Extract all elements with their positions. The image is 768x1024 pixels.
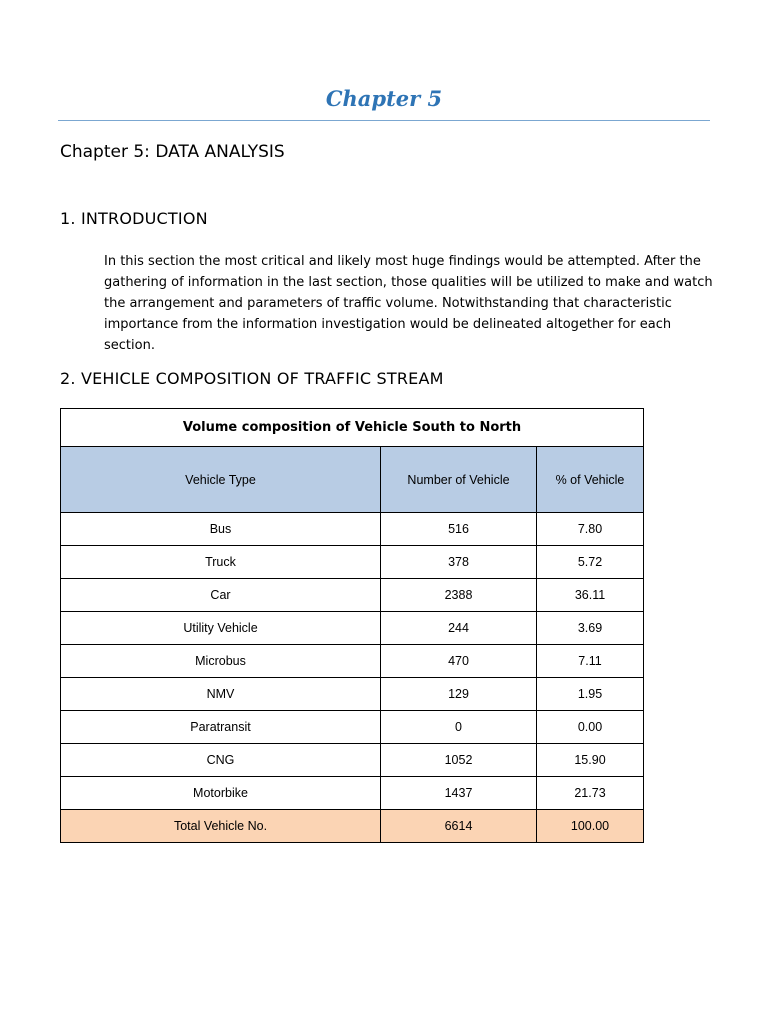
vehicle-count-cell: 244 bbox=[381, 612, 537, 645]
table-header-row bbox=[61, 447, 644, 513]
vehicle-count-cell: 129 bbox=[381, 678, 537, 711]
column-header-percent-of-vehicle: % of Vehicle bbox=[537, 447, 644, 513]
vehicle-percent-cell: 36.11 bbox=[537, 579, 644, 612]
vehicle-type-cell: Motorbike bbox=[61, 777, 381, 810]
vehicle-percent-cell: 3.69 bbox=[537, 612, 644, 645]
vehicle-type-cell: Microbus bbox=[61, 645, 381, 678]
introduction-paragraph: In this section the most critical and likely most huge findings would be attempted. After the gathering of information in the last section, those qualities will be utilized to make and watch the arrangement and parameters of traffic volume. Notwithstanding that characteristic importance from the information investigation would be delineated altogether for each section. bbox=[104, 254, 713, 353]
vehicle-percent-cell: 7.11 bbox=[537, 645, 644, 678]
table-row bbox=[61, 513, 644, 546]
vehicle-percent-cell: 5.72 bbox=[537, 546, 644, 579]
table-caption: Volume composition of Vehicle South to North bbox=[61, 409, 644, 447]
banner-divider bbox=[58, 120, 710, 121]
total-percent-cell: 100.00 bbox=[537, 810, 644, 843]
table-row bbox=[61, 744, 644, 777]
vehicle-count-cell: 1437 bbox=[381, 777, 537, 810]
vehicle-percent-cell: 15.90 bbox=[537, 744, 644, 777]
table-row bbox=[61, 579, 644, 612]
vehicle-type-cell: Utility Vehicle bbox=[61, 612, 381, 645]
vehicle-type-cell: Car bbox=[61, 579, 381, 612]
vehicle-percent-cell: 21.73 bbox=[537, 777, 644, 810]
vehicle-type-cell: Truck bbox=[61, 546, 381, 579]
table-row bbox=[61, 612, 644, 645]
vehicle-count-cell: 1052 bbox=[381, 744, 537, 777]
vehicle-count-cell: 470 bbox=[381, 645, 537, 678]
chapter-title: Chapter 5: DATA ANALYSIS bbox=[60, 142, 285, 162]
table-row bbox=[61, 777, 644, 810]
column-header-number-of-vehicle: Number of Vehicle bbox=[381, 447, 537, 513]
column-header-vehicle-type: Vehicle Type bbox=[61, 447, 381, 513]
vehicle-count-cell: 516 bbox=[381, 513, 537, 546]
table-row bbox=[61, 678, 644, 711]
vehicle-composition-table bbox=[60, 408, 644, 843]
section-heading-vehicle-composition: 2. VEHICLE COMPOSITION OF TRAFFIC STREAM bbox=[60, 369, 444, 388]
vehicle-percent-cell: 0.00 bbox=[537, 711, 644, 744]
table-row bbox=[61, 711, 644, 744]
vehicle-type-cell: CNG bbox=[61, 744, 381, 777]
table-row bbox=[61, 546, 644, 579]
total-count-cell: 6614 bbox=[381, 810, 537, 843]
vehicle-percent-cell: 7.80 bbox=[537, 513, 644, 546]
vehicle-count-cell: 0 bbox=[381, 711, 537, 744]
vehicle-type-cell: NMV bbox=[61, 678, 381, 711]
vehicle-count-cell: 2388 bbox=[381, 579, 537, 612]
vehicle-type-cell: Paratransit bbox=[61, 711, 381, 744]
vehicle-type-cell: Bus bbox=[61, 513, 381, 546]
vehicle-count-cell: 378 bbox=[381, 546, 537, 579]
section-heading-introduction: 1. INTRODUCTION bbox=[60, 209, 208, 228]
table-row bbox=[61, 645, 644, 678]
chapter-banner: Chapter 5 bbox=[325, 86, 443, 111]
total-label-cell: Total Vehicle No. bbox=[61, 810, 381, 843]
vehicle-percent-cell: 1.95 bbox=[537, 678, 644, 711]
table-total-row bbox=[61, 810, 644, 843]
